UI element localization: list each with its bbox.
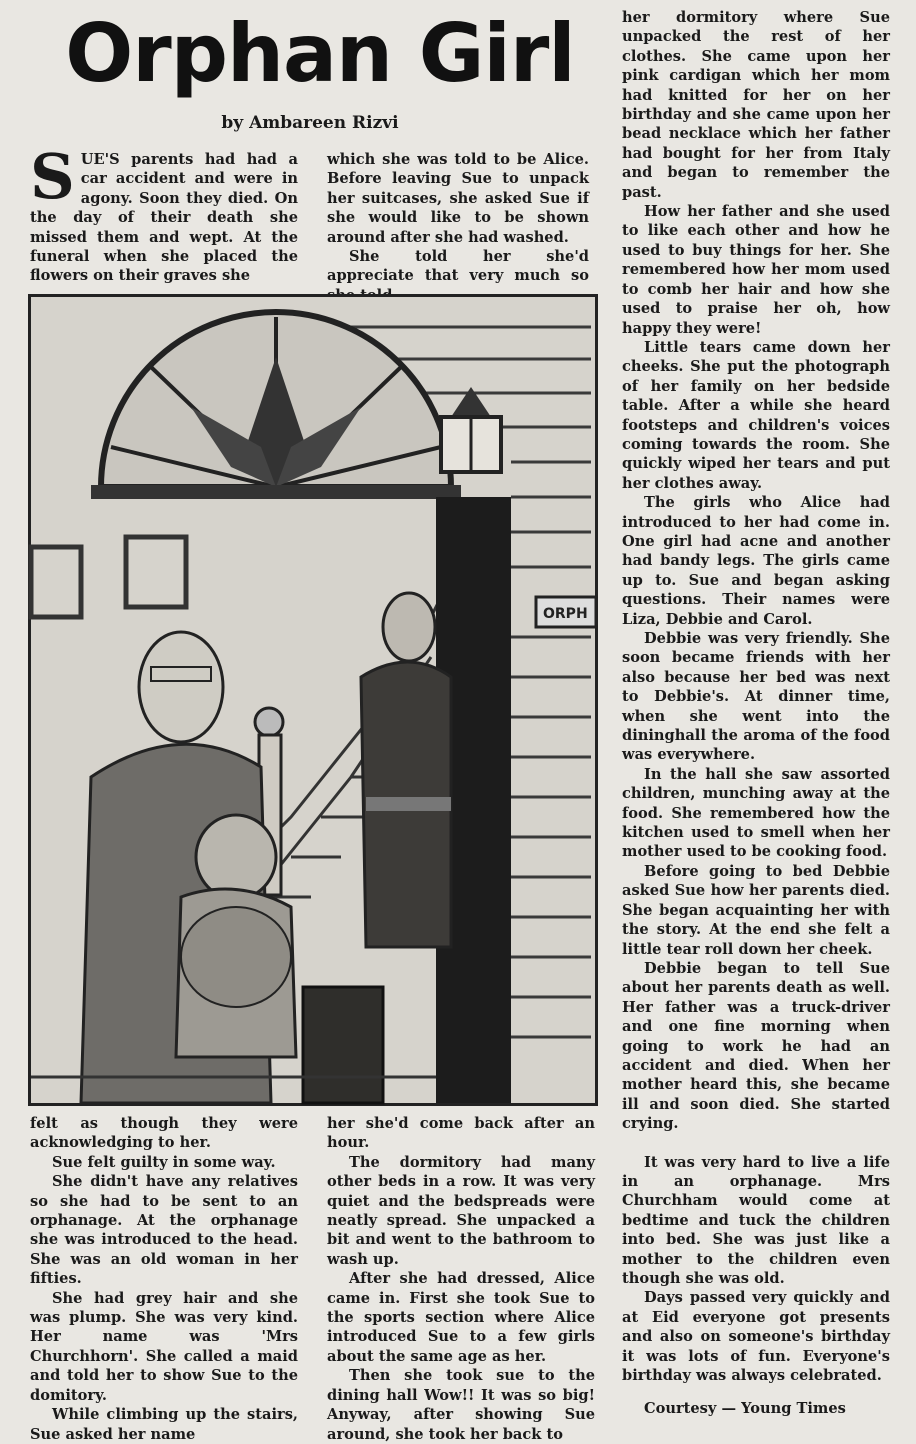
illustration: [28, 294, 598, 1106]
paragraph: her dormitory where Sue unpacked the rest of her clothes. She came upon her pink cardigan which her mom had knitted for her on her birthday and she came upon her bead necklace which her father had bought for her from Italy and began to remember the past.: [622, 9, 890, 201]
paragraph: Then she took sue to the dining hall Wow!! It was so big! Anyway, after showing Sue around, she took her back to: [327, 1367, 595, 1443]
paragraph: The girls who Alice had introduced to her had come in. One girl had acne and another had bandy legs. The girls came up to. Sue and began asking questions. Their names were Liza, Debbie and Carol.: [622, 494, 890, 628]
paragraph: Little tears came down her cheeks. She put the photograph of her family on her bedside table. After a while she heard footsteps and children's voices coming towards the room. She quickly wiped her tears and put her clothes away.: [622, 338, 890, 492]
paragraph: which she was told to be Alice. Before leaving Sue to unpack her suitcases, she asked Sue if she would like to be shown around after she had washed.: [327, 151, 589, 246]
article-title: Orphan Girl: [65, 7, 575, 100]
paragraph: While climbing up the stairs, Sue asked her name: [30, 1406, 298, 1443]
paragraph: SUE'S parents had had a car accident and were in agony. Soon they died. On the day of their death she missed them and wept. At the funeral when she placed the flowers on their graves she: [30, 140, 298, 285]
column-1-top: [30, 140, 298, 290]
column-1-bottom: [30, 1114, 298, 1443]
paragraph: She didn't have any relatives so she had to be sent to an orphanage. At the orphanage she was introduced to the head. She was an old woman in her fifties.: [30, 1173, 298, 1288]
paragraph: felt as though they were acknowledging to her.: [30, 1115, 298, 1152]
paragraph: In the hall she saw assorted children, munching away at the food. She remembered how the kitchen used to smell when her mother used to be cooking food.: [622, 765, 890, 861]
column-3: [622, 8, 890, 1438]
column-2-top: [327, 150, 589, 290]
paragraph: The dormitory had many other beds in a row. It was very quiet and the bedspreads were neatly spread. She unpacked a bit and went to the bathroom to wash up.: [327, 1153, 595, 1268]
paragraph: It was very hard to live a life in an orphanage. Mrs Churchham would come at bedtime and tuck the children into bed. She was just like a mother to the children even though she was old.: [622, 1153, 890, 1287]
column-2-bottom: [327, 1114, 595, 1443]
paragraph: Days passed very quickly and at Eid everyone got presents and also on someone's birthday it was lots of fun. Everyone's birthday was always celebrated.: [622, 1289, 890, 1385]
illustration-sign: ORPH: [543, 606, 588, 622]
paragraph: Debbie was very friendly. She soon became friends with her also because her bed was next to Debbie's. At dinner time, when she went into the dininghall the aroma of the food was everywhere.: [622, 630, 890, 764]
paragraph: Debbie began to tell Sue about her parents death as well. Her father was a truck-driver and one fine morning when going to work he had an accident and died. When her mother heard this, she became ill and soon died. She started crying.: [622, 959, 890, 1133]
paragraph: She told her she'd appreciate that very much so: [327, 248, 589, 285]
drop-cap: S: [30, 140, 75, 213]
courtesy-credit: Courtesy — Young Times: [644, 1400, 846, 1418]
byline: by Ambareen Rizvi: [221, 113, 399, 133]
paragraph: her she'd come back after an hour.: [327, 1115, 595, 1152]
paragraph: She had grey hair and she was plump. She was very kind. Her name was 'Mrs Churchhorn'. She called a maid and told her to show Sue to the domitory.: [30, 1289, 298, 1404]
paragraph: Sue felt guilty in some way.: [52, 1153, 276, 1171]
paragraph: Before going to bed Debbie asked Sue how her parents died. She began acquainting her with the story. At the end she felt a little tear roll down her cheek.: [622, 862, 890, 958]
paragraph: How her father and she used to like each other and how he used to buy things for her. She remembered how her mom used to comb her hair and how she used to praise her oh, how happy they were!: [622, 203, 890, 337]
paragraph: After she had dressed, Alice came in. First she took Sue to the sports section where Alice introduced Sue to a few girls about the same age as her.: [327, 1270, 595, 1365]
